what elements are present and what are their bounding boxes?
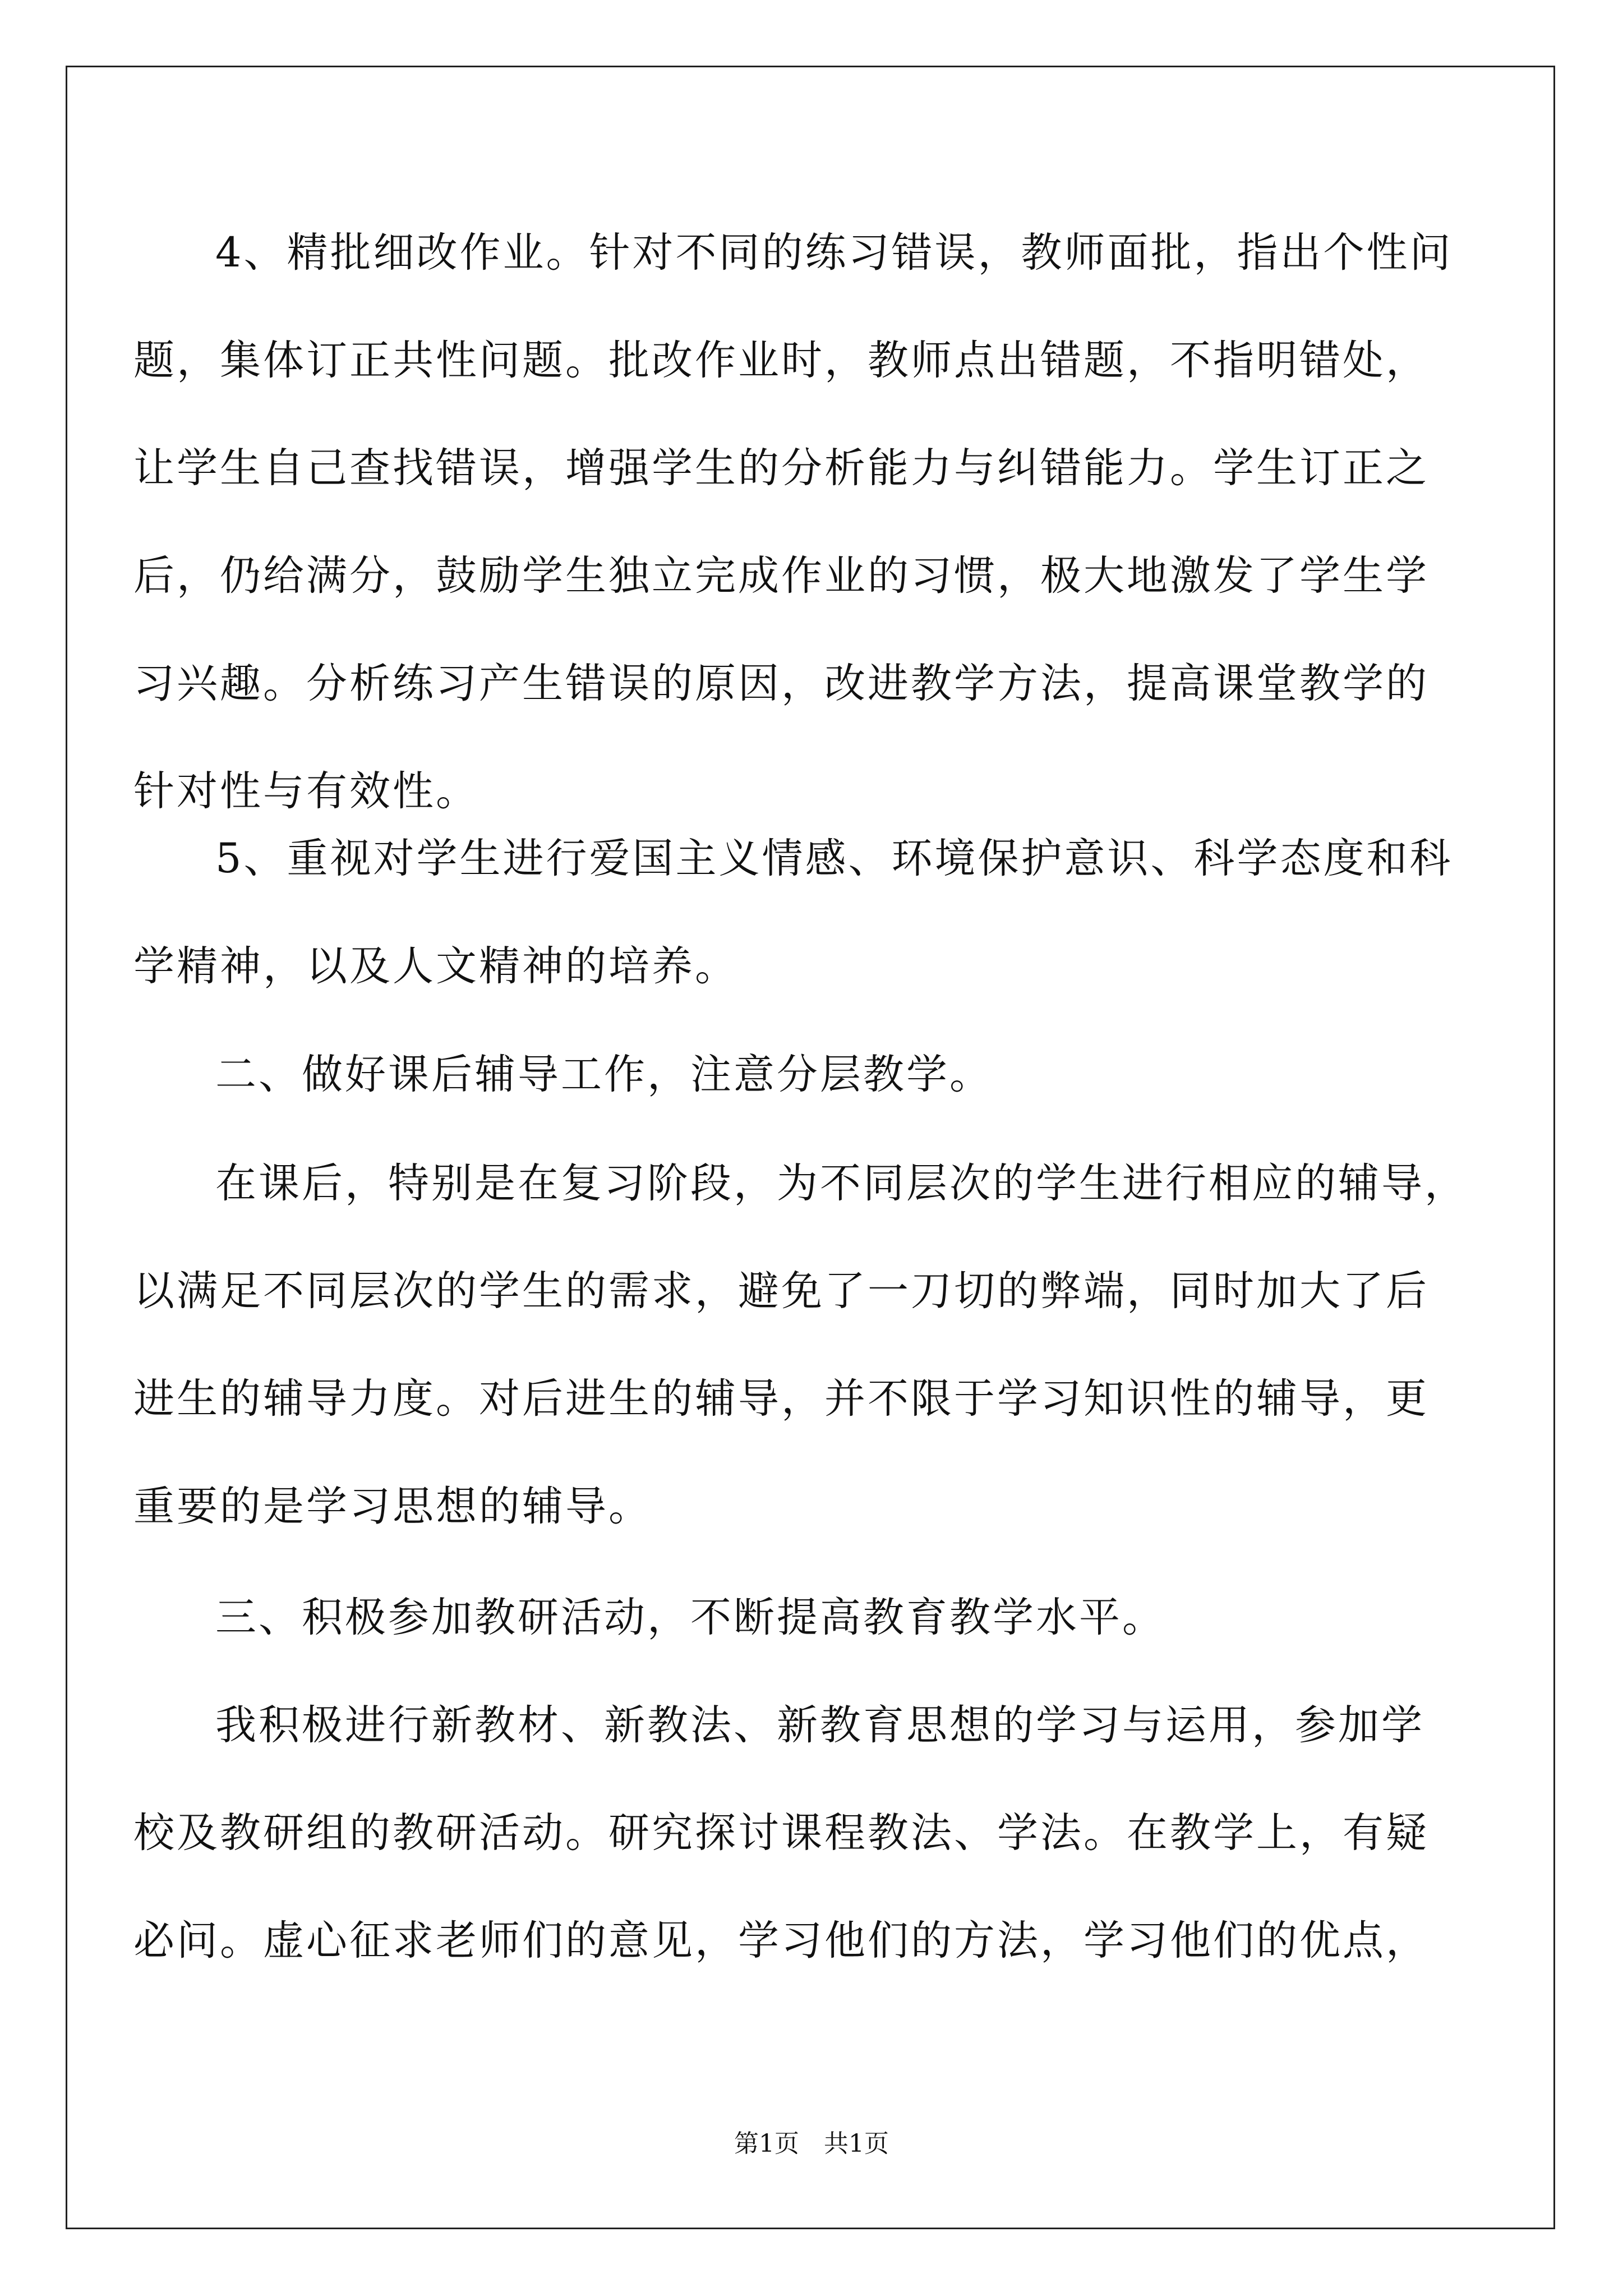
text-line: 在课后，特别是在复习阶段，为不同层次的学生进行相应的辅导，	[215, 1159, 1468, 1207]
text-line: 必问。虚心征求老师们的意见，学习他们的方法，学习他们的优点，	[133, 1917, 1429, 1964]
text-line: 二、做好课后辅导工作，注意分层教学。	[215, 1051, 993, 1098]
section-heading-tutoring	[133, 1021, 1423, 1129]
text-line: 后，仍给满分，鼓励学生独立完成作业的习惯，极大地激发了学生学	[133, 552, 1429, 600]
paragraph-patriotism-education	[133, 805, 1453, 1020]
text-line: 学精神，以及人文精神的培养。	[133, 942, 738, 990]
text-line: 针对性与有效性。	[133, 767, 479, 815]
text-line: 三、积极参加教研活动，不断提高教育教学水平。	[215, 1594, 1165, 1641]
text-line: 4、精批细改作业。针对不同的练习错误，教师面批，指出个性问	[215, 229, 1453, 277]
paragraph-teaching-research	[133, 1672, 1429, 1995]
text-line: 以满足不同层次的学生的需求，避免了一刀切的弊端，同时加大了后	[133, 1267, 1429, 1315]
text-line: 题，集体订正共性问题。批改作业时，教师点出错题，不指明错处，	[133, 337, 1429, 384]
text-line: 我积极进行新教材、新教法、新教育思想的学习与运用，参加学	[215, 1701, 1424, 1749]
section-heading-teaching-research	[133, 1564, 1423, 1672]
text-line: 重要的是学习思想的辅导。	[133, 1483, 652, 1530]
text-line: 5、重视对学生进行爱国主义情感、环境保护意识、科学态度和科	[215, 835, 1453, 882]
paragraph-homework-correction	[133, 199, 1453, 845]
paragraph-after-class-tutoring	[133, 1130, 1468, 1561]
text-line: 让学生自己查找错误，增强学生的分析能力与纠错能力。学生订正之	[133, 444, 1429, 492]
text-line: 进生的辅导力度。对后进生的辅导，并不限于学习知识性的辅导，更	[133, 1375, 1429, 1423]
page-number-footer: 第1页 共1页	[734, 2129, 889, 2158]
text-line: 校及教研组的教研活动。研究探讨课程教法、学法。在教学上，有疑	[133, 1809, 1429, 1857]
text-line: 习兴趣。分析练习产生错误的原因，改进教学方法，提高课堂教学的	[133, 660, 1429, 707]
